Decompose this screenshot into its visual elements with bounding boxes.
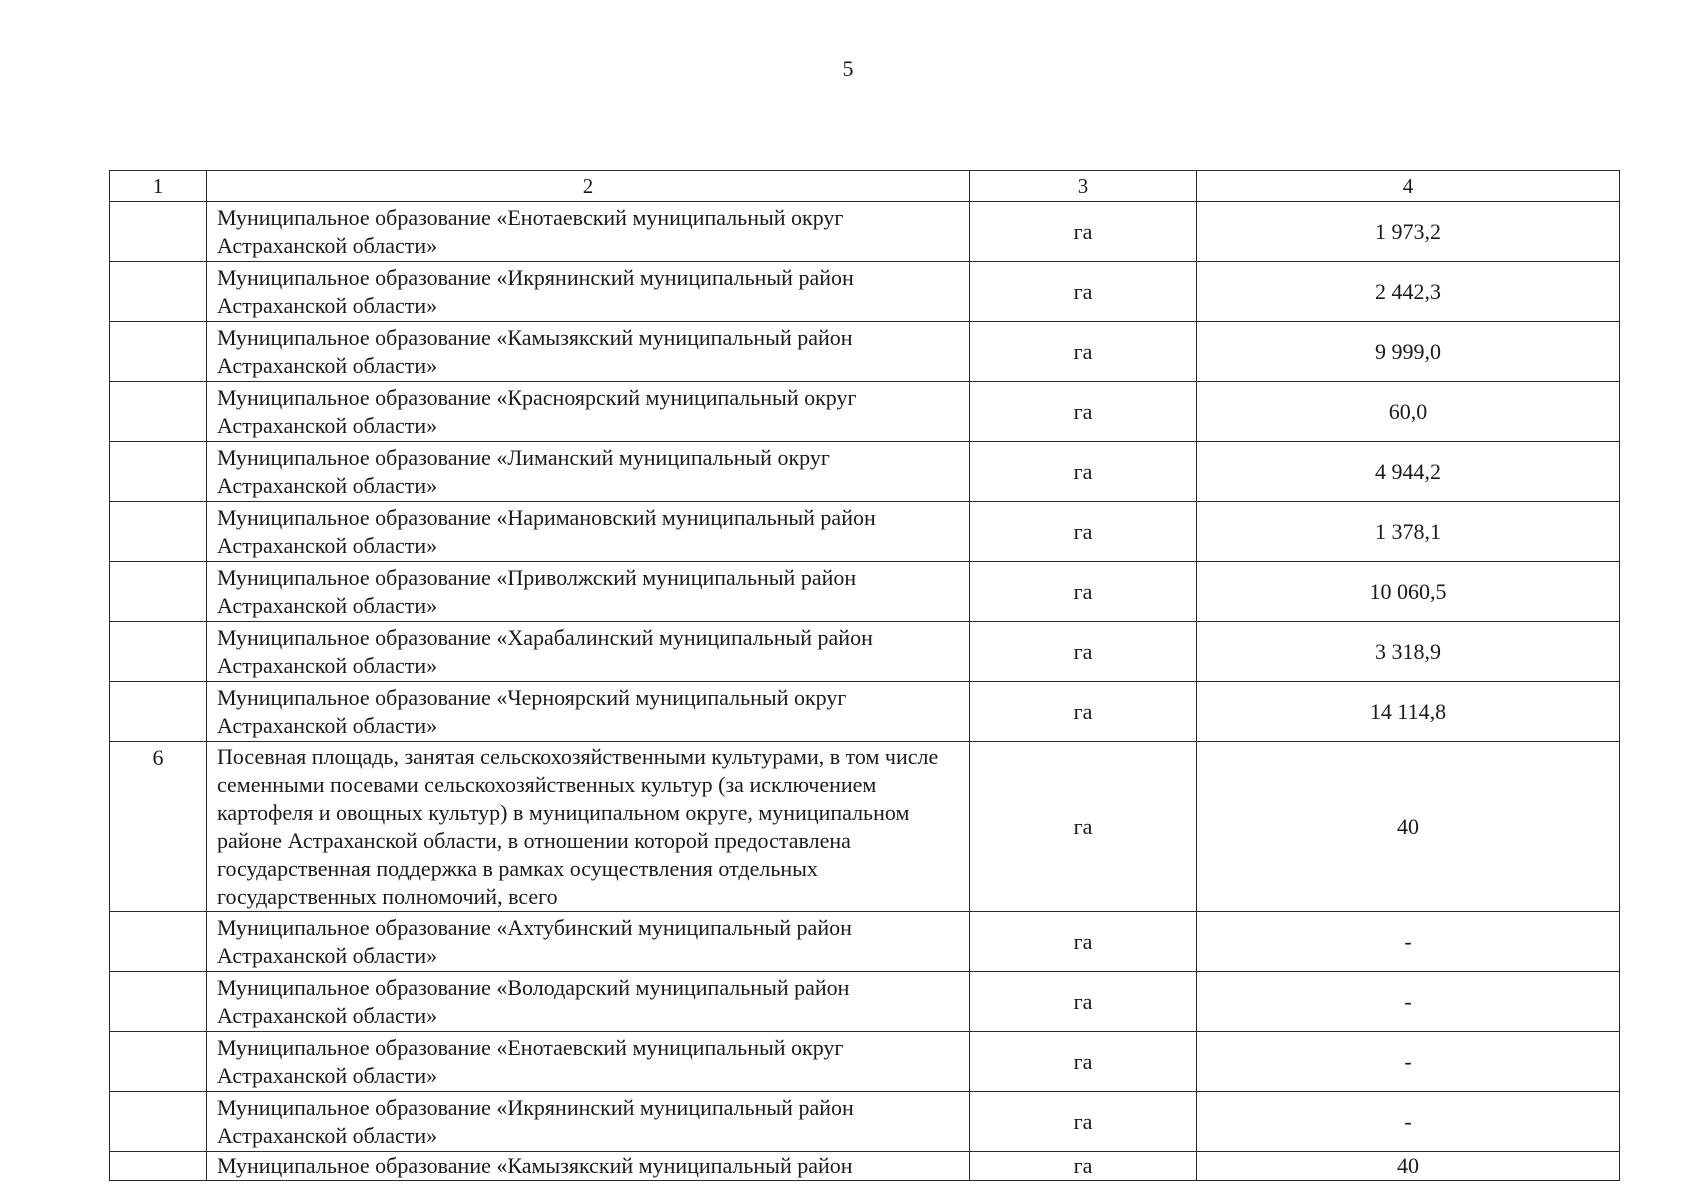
row-value: 40 xyxy=(1197,1152,1620,1181)
row-unit: га xyxy=(970,1152,1197,1181)
row-number xyxy=(110,1092,207,1152)
row-unit: га xyxy=(970,1092,1197,1152)
row-unit: га xyxy=(970,442,1197,502)
row-unit: га xyxy=(970,202,1197,262)
row-value: - xyxy=(1197,972,1620,1032)
table-row xyxy=(110,972,1620,1032)
table-header-row xyxy=(110,171,1620,202)
row-unit: га xyxy=(970,972,1197,1032)
row-unit: га xyxy=(970,502,1197,562)
table-row xyxy=(110,562,1620,622)
row-unit: га xyxy=(970,622,1197,682)
table-row-section-6 xyxy=(110,742,1620,912)
row-number xyxy=(110,682,207,742)
row-value: 10 060,5 xyxy=(1197,562,1620,622)
row-unit: га xyxy=(970,1032,1197,1092)
row-unit: га xyxy=(970,682,1197,742)
row-number: 6 xyxy=(110,742,207,912)
row-name: Посевная площадь, занятая сельскохозяйственными культурами, в том числе семенными посевами сельскохозяйственных культур (за исключением картофеля и овощных культур) в муниципальном округе, муниципальном районе Астраханской области, в отношении которой предоставлена государственная поддержка в рамках осуществления отдельных государственных полномочий, всего xyxy=(207,742,970,912)
table-row xyxy=(110,682,1620,742)
row-unit: га xyxy=(970,742,1197,912)
row-name: Муниципальное образование «Енотаевский муниципальный округ Астраханской области» xyxy=(207,202,970,262)
row-value: 9 999,0 xyxy=(1197,322,1620,382)
row-number xyxy=(110,442,207,502)
row-number xyxy=(110,502,207,562)
table-row xyxy=(110,502,1620,562)
data-table xyxy=(109,170,1620,1181)
row-unit: га xyxy=(970,382,1197,442)
column-header-1: 1 xyxy=(110,171,207,202)
row-value: - xyxy=(1197,1092,1620,1152)
row-number xyxy=(110,562,207,622)
column-header-4: 4 xyxy=(1197,171,1620,202)
column-header-3: 3 xyxy=(970,171,1197,202)
row-value: 3 318,9 xyxy=(1197,622,1620,682)
column-header-2: 2 xyxy=(207,171,970,202)
row-name: Муниципальное образование «Икрянинский муниципальный район Астраханской области» xyxy=(207,262,970,322)
row-value: 14 114,8 xyxy=(1197,682,1620,742)
table-row xyxy=(110,1152,1620,1181)
row-number xyxy=(110,202,207,262)
table-row xyxy=(110,202,1620,262)
row-name: Муниципальное образование «Володарский муниципальный район Астраханской области» xyxy=(207,972,970,1032)
row-number xyxy=(110,262,207,322)
table-row xyxy=(110,262,1620,322)
row-value: - xyxy=(1197,912,1620,972)
row-number xyxy=(110,382,207,442)
row-number xyxy=(110,912,207,972)
row-value: 2 442,3 xyxy=(1197,262,1620,322)
row-value: 60,0 xyxy=(1197,382,1620,442)
row-unit: га xyxy=(970,262,1197,322)
row-name: Муниципальное образование «Камызякский муниципальный район xyxy=(207,1152,970,1181)
row-unit: га xyxy=(970,322,1197,382)
row-value: 1 973,2 xyxy=(1197,202,1620,262)
table-row xyxy=(110,1032,1620,1092)
row-value: - xyxy=(1197,1032,1620,1092)
row-name: Муниципальное образование «Лиманский муниципальный округ Астраханской области» xyxy=(207,442,970,502)
row-name: Муниципальное образование «Икрянинский муниципальный район Астраханской области» xyxy=(207,1092,970,1152)
table-row xyxy=(110,382,1620,442)
row-number xyxy=(110,322,207,382)
row-value: 1 378,1 xyxy=(1197,502,1620,562)
row-name: Муниципальное образование «Черноярский муниципальный округ Астраханской области» xyxy=(207,682,970,742)
row-number xyxy=(110,622,207,682)
row-number xyxy=(110,1152,207,1181)
row-unit: га xyxy=(970,562,1197,622)
table-row xyxy=(110,1092,1620,1152)
row-number xyxy=(110,1032,207,1092)
row-value: 4 944,2 xyxy=(1197,442,1620,502)
table-row xyxy=(110,442,1620,502)
table-row xyxy=(110,912,1620,972)
row-name: Муниципальное образование «Красноярский муниципальный округ Астраханской области» xyxy=(207,382,970,442)
row-number xyxy=(110,972,207,1032)
page-number: 5 xyxy=(842,56,854,81)
table-row xyxy=(110,622,1620,682)
row-name: Муниципальное образование «Ахтубинский муниципальный район Астраханской области» xyxy=(207,912,970,972)
row-name: Муниципальное образование «Наримановский муниципальный район Астраханской области» xyxy=(207,502,970,562)
row-unit: га xyxy=(970,912,1197,972)
row-name: Муниципальное образование «Приволжский муниципальный район Астраханской области» xyxy=(207,562,970,622)
table-row xyxy=(110,322,1620,382)
row-name: Муниципальное образование «Камызякский муниципальный район Астраханской области» xyxy=(207,322,970,382)
row-value: 40 xyxy=(1197,742,1620,912)
row-name: Муниципальное образование «Енотаевский муниципальный округ Астраханской области» xyxy=(207,1032,970,1092)
row-name: Муниципальное образование «Харабалинский муниципальный район Астраханской области» xyxy=(207,622,970,682)
